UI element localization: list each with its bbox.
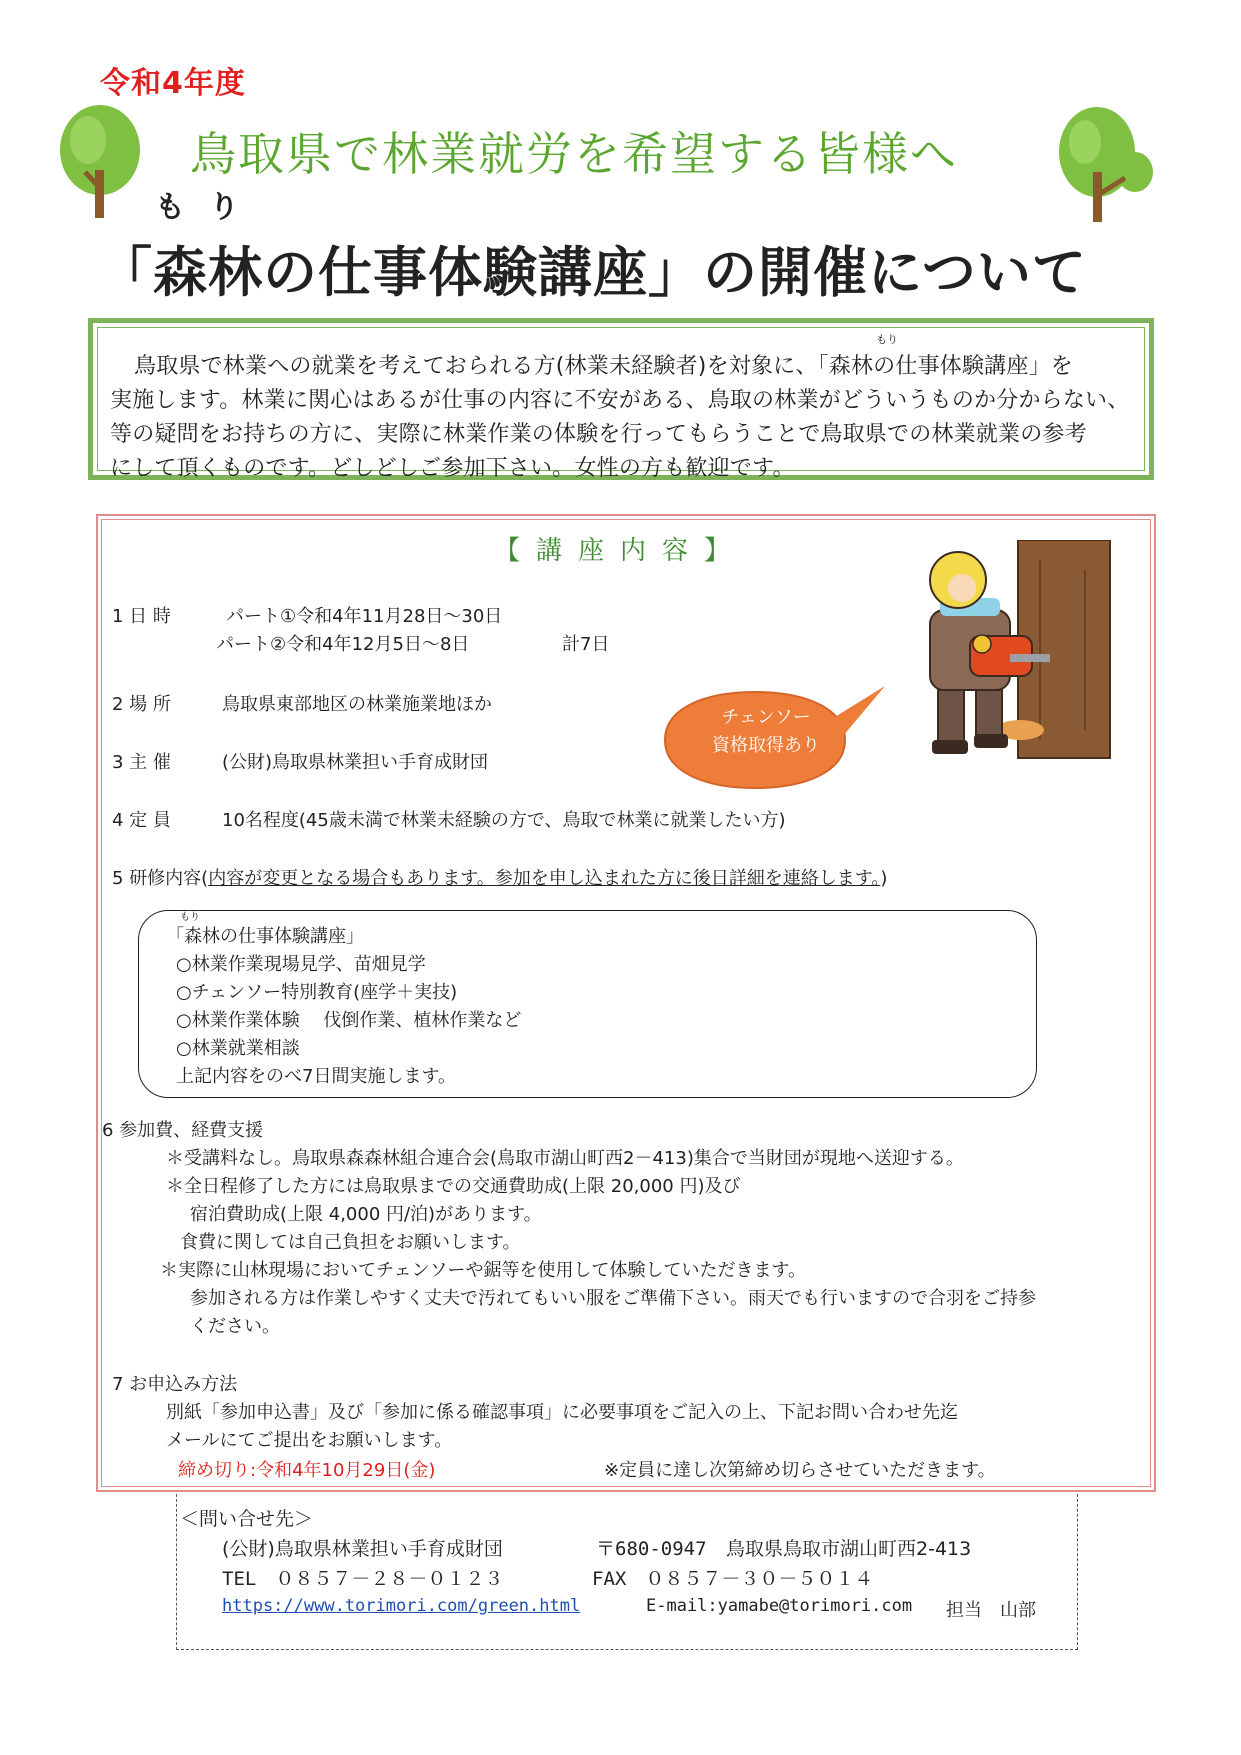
program-item: ○林業作業現場見学、苗畑見学 (176, 954, 426, 975)
intro-line: 実施します。林業に関心はあるが仕事の内容に不安がある、鳥取の林業がどういうものか分からない、 (110, 388, 1130, 413)
content-label: 5 研修内容( (112, 868, 209, 889)
apply-line: 別紙「参加申込書」及び「参加に係る確認事項」に必要事項をご記入の上、下記お問い合わせ先迄 (166, 1402, 958, 1423)
content-heading (112, 864, 887, 890)
cost-line: ＊受講料なし。鳥取県森森林組合連合会(鳥取市湖山町西2－413)集合で当財団が現地へ送迎する。 (166, 1148, 964, 1169)
chainsaw-license-bubble (666, 704, 866, 760)
date-label: 1 日 時 (112, 606, 171, 627)
intro-ruby: もり (876, 333, 898, 346)
program-item: ○林業作業体験 伐倒作業、植林作業など (176, 1010, 522, 1031)
program-title: 「森林の仕事体験講座」 (166, 926, 364, 947)
capacity-label: 4 定 員 (112, 810, 171, 831)
apply-line: メールにてご提出をお願いします。 (166, 1430, 453, 1451)
course-heading: 【講座内容】 (494, 536, 747, 566)
intro-line: 鳥取県で林業への就業を考えておられる方(林業未経験者)を対象に、「森林の仕事体験講座」を (134, 354, 1073, 379)
intro-line: 等の疑問をお持ちの方に、実際に林業作業の体験を行ってもらうことで鳥取県での林業就業の参考 (110, 422, 1087, 447)
cost-line: 食費に関しては自己負担をお願いします。 (180, 1232, 521, 1253)
tree-right-icon (1055, 100, 1155, 225)
content-note: 内容が変更となる場合もあります。参加を申し込まれた方に後日詳細を連絡します。 (208, 868, 881, 889)
cost-line: ください。 (190, 1316, 280, 1337)
apply-label: 7 お申込み方法 (112, 1374, 238, 1395)
contact-postal: 〒680-0947 (596, 1538, 707, 1560)
contact-address: 鳥取県鳥取市湖山町西2-413 (726, 1538, 972, 1560)
contact-heading: ＜問い合せ先＞ (180, 1508, 314, 1530)
content-close: ) (880, 868, 888, 889)
contact-fax: FAX ０８５７－３０－５０１４ (592, 1568, 874, 1590)
cost-label: 6 参加費、経費支援 (102, 1120, 264, 1141)
place-label: 2 場 所 (112, 694, 171, 715)
contact-org: (公財)鳥取県林業担い手育成財団 (222, 1538, 503, 1560)
cost-line: ＊全日程修了した方には鳥取県までの交通費助成(上限 20,000 円)及び (166, 1176, 741, 1197)
title-ruby: もり (155, 190, 263, 225)
cost-line: ＊実際に山林現場においてチェンソーや鋸等を使用して体験していただきます。 (160, 1260, 807, 1281)
capacity-value: 10名程度(45歳未満で林業未経験の方で、鳥取で林業に就業したい方) (222, 810, 786, 831)
intro-box (88, 318, 1154, 480)
page-title: 「森林の仕事体験講座」の開催について (98, 241, 1087, 304)
host-value: (公財)鳥取県林業担い手育成財団 (222, 752, 489, 773)
cost-line: 参加される方は作業しやすく丈夫で汚れてもいい服をご準備下さい。雨天でも行いますので合羽をご持参 (190, 1288, 1036, 1309)
contact-email[interactable]: E-mail:yamabe@torimori.com (646, 1596, 913, 1616)
contact-tel: TEL ０８５７－２８－０１２３ (222, 1568, 504, 1590)
intro-text (110, 350, 1136, 486)
contact-website-link[interactable]: https://www.torimori.com/green.html (222, 1596, 581, 1616)
date-part1: パート①令和4年11月28日～30日 (226, 606, 503, 627)
date-total: 計7日 (562, 634, 610, 655)
intro-line: にして頂くものです。どしどしご参加下さい。女性の方も歓迎です。 (110, 456, 795, 481)
program-item: ○チェンソー特別教育(座学＋実技) (176, 982, 458, 1003)
contact-person: 担当 山部 (946, 1600, 1036, 1621)
bubble-line: 資格取得あり (712, 735, 820, 756)
deadline: 締め切り:令和4年10月29日(金) (178, 1460, 436, 1481)
page-subtitle: 鳥取県で林業就労を希望する皆様へ (190, 127, 958, 181)
program-item: ○林業就業相談 (176, 1038, 300, 1059)
fiscal-year-label: 令和4年度 (100, 66, 246, 101)
date-part2: パート②令和4年12月5日～8日 (216, 634, 470, 655)
deadline-note: ※定員に達し次第締め切らさせていただきます。 (604, 1460, 996, 1481)
host-label: 3 主 催 (112, 752, 171, 773)
cost-line: 宿泊費助成(上限 4,000 円/泊)があります。 (190, 1204, 542, 1225)
program-ruby: もり (180, 912, 200, 923)
program-summary: 上記内容をのべ7日間実施します。 (176, 1066, 457, 1087)
lumberjack-illustration (900, 540, 1140, 760)
place-value: 鳥取県東部地区の林業施業地ほか (222, 694, 492, 715)
tree-left-icon (55, 100, 145, 220)
bubble-line: チェンソー (721, 707, 811, 728)
